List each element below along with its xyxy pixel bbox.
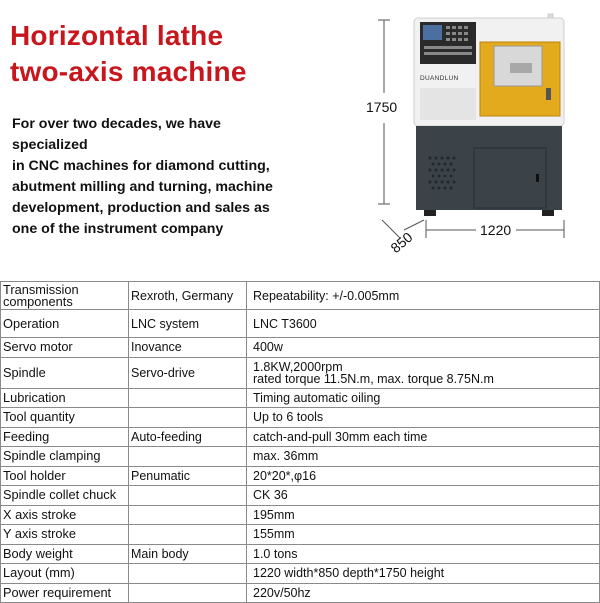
spec-detail	[129, 564, 247, 584]
spec-name: Power requirement	[1, 583, 129, 603]
spec-name: Spindle collet chuck	[1, 486, 129, 506]
spec-value: 20*20*,φ16	[247, 466, 600, 486]
spec-value: Timing automatic oiling	[247, 388, 600, 408]
spec-value: LNC T3600	[247, 310, 600, 338]
width-label: 1220	[480, 222, 512, 238]
spec-detail	[129, 388, 247, 408]
title-line-2: two-axis machine	[10, 56, 247, 87]
spec-name: Spindle	[1, 357, 129, 388]
spindle-part	[510, 63, 532, 73]
spec-value: Repeatability: +/-0.005mm	[247, 282, 600, 310]
spec-detail: Penumatic	[129, 466, 247, 486]
spec-name: Y axis stroke	[1, 525, 129, 545]
description-line: For over two decades, we have specialized	[12, 116, 221, 153]
spec-table	[0, 281, 600, 603]
spec-value	[247, 357, 600, 388]
spec-detail: Main body	[129, 544, 247, 564]
spec-name: Lubrication	[1, 388, 129, 408]
spec-value: CK 36	[247, 486, 600, 506]
machine-foot	[542, 210, 554, 216]
table-row	[1, 505, 600, 525]
table-row	[1, 408, 600, 428]
machine-foot	[424, 210, 436, 216]
spec-detail: LNC system	[129, 310, 247, 338]
height-label: 1750	[366, 99, 398, 115]
description-line: abutment milling and turning, machine	[12, 179, 273, 195]
spec-value-line: rated torque 11.5N.m, max. torque 8.75N.m	[253, 371, 494, 386]
depth-label: 850	[387, 228, 416, 256]
table-row	[1, 466, 600, 486]
spec-name: Tool quantity	[1, 408, 129, 428]
panel-trim	[420, 88, 476, 120]
page-title	[10, 18, 247, 90]
spec-detail	[129, 408, 247, 428]
description-line: development, production and sales as	[12, 200, 270, 216]
description-line: in CNC machines for diamond cutting,	[12, 158, 270, 174]
spec-name: Operation	[1, 310, 129, 338]
table-row	[1, 564, 600, 584]
spec-name: Feeding	[1, 427, 129, 447]
spec-detail: Servo-drive	[129, 357, 247, 388]
spec-detail	[129, 447, 247, 467]
table-row	[1, 486, 600, 506]
base-cabinet	[416, 126, 562, 210]
spec-name: Tool holder	[1, 466, 129, 486]
spec-detail: Auto-feeding	[129, 427, 247, 447]
spec-detail: Rexroth, Germany	[129, 282, 247, 310]
spec-name: Body weight	[1, 544, 129, 564]
spec-name: X axis stroke	[1, 505, 129, 525]
table-row	[1, 357, 600, 388]
table-row	[1, 338, 600, 358]
brand-label: DUANDLUN	[420, 75, 459, 82]
spec-name: Spindle clamping	[1, 447, 129, 467]
spec-detail	[129, 486, 247, 506]
spec-value: 400w	[247, 338, 600, 358]
table-row	[1, 310, 600, 338]
control-screen	[423, 25, 442, 40]
spec-name: Layout (mm)	[1, 564, 129, 584]
spec-value: 1.0 tons	[247, 544, 600, 564]
table-row	[1, 427, 600, 447]
spec-value: 155mm	[247, 525, 600, 545]
door-handle	[546, 88, 551, 100]
table-row	[1, 447, 600, 467]
description-line: one of the instrument company	[12, 221, 224, 237]
spec-value-line: 1.8KW,2000rpm	[253, 359, 343, 374]
table-row	[1, 388, 600, 408]
spec-detail	[129, 525, 247, 545]
spec-value: 195mm	[247, 505, 600, 525]
spec-detail	[129, 505, 247, 525]
spec-name: Transmission components	[1, 282, 129, 310]
title-line-1: Horizontal lathe	[10, 20, 224, 51]
spec-name: Servo motor	[1, 338, 129, 358]
spec-value: catch-and-pull 30mm each time	[247, 427, 600, 447]
spec-value: max. 36mm	[247, 447, 600, 467]
cabinet-lock	[536, 174, 539, 182]
company-description	[12, 114, 297, 240]
table-row	[1, 525, 600, 545]
spec-detail: Inovance	[129, 338, 247, 358]
table-row	[1, 544, 600, 564]
spec-value: 220v/50hz	[247, 583, 600, 603]
machine-illustration	[360, 8, 600, 256]
table-row	[1, 282, 600, 310]
spec-value: Up to 6 tools	[247, 408, 600, 428]
spec-value: 1220 width*850 depth*1750 height	[247, 564, 600, 584]
